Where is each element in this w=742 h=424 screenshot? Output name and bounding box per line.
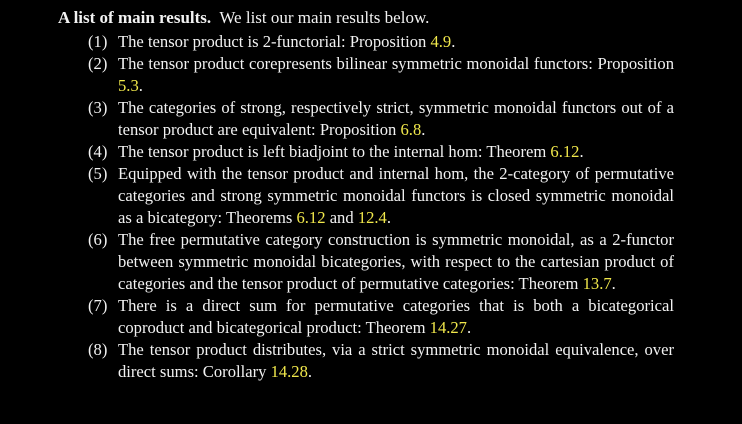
ref-link[interactable]: 5.3: [118, 76, 139, 95]
item-tail: .: [386, 208, 392, 227]
item-text: There is a direct sum for permutative categories that is both a bicategorical coproduct and bicategorical product: Theorem: [118, 296, 674, 337]
result-item-4: [58, 141, 674, 163]
result-item-7: [58, 295, 674, 339]
section-heading: [58, 7, 674, 29]
item-text: The free permutative category construction is symmetric monoidal, as a 2-functor between symmetric monoidal bicategories, with respect to the cartesian product of categories and the tensor product of permutative categories: Theorem: [118, 230, 674, 293]
ref-link[interactable]: 6.8: [400, 120, 422, 139]
item-text: The tensor product corepresents bilinear symmetric monoidal functors: Proposition: [118, 54, 674, 73]
item-number: (5): [88, 164, 108, 183]
item-text: The tensor product is 2-functorial: Proposition: [118, 32, 427, 51]
ref-link[interactable]: 4.9: [430, 32, 452, 51]
item-tail: .: [466, 318, 472, 337]
item-tail: .: [138, 76, 143, 95]
result-item-1: [58, 31, 674, 53]
item-mid: and: [329, 208, 354, 227]
item-tail: .: [451, 32, 456, 51]
item-number: (2): [88, 54, 108, 73]
page-content: [58, 7, 674, 383]
item-number: (3): [88, 98, 108, 117]
result-item-6: [58, 229, 674, 295]
result-item-2: [58, 53, 674, 97]
heading-title: A list of main results.: [58, 8, 212, 27]
item-number: (6): [88, 230, 108, 249]
item-text: The tensor product distributes, via a strict symmetric monoidal equivalence, over direct sums: Corollary: [118, 340, 674, 381]
item-tail: .: [611, 274, 616, 293]
ref-link-2[interactable]: 12.4: [357, 208, 387, 227]
results-list: [58, 31, 674, 383]
item-number: (1): [88, 32, 108, 51]
item-text: Equipped with the tensor product and internal hom, the 2-category of permutative categories and strong symmetric monoidal functors is closed symmetric monoidal as a bicategory: Theorems: [118, 164, 674, 227]
item-tail: .: [579, 142, 584, 161]
item-text: The categories of strong, respectively strict, symmetric monoidal functors out of a tensor product are equivalent: Proposition: [118, 98, 674, 139]
item-number: (4): [88, 142, 108, 161]
ref-link[interactable]: 14.28: [270, 362, 308, 381]
ref-link[interactable]: 6.12: [550, 142, 580, 161]
item-number: (8): [88, 340, 108, 359]
result-item-8: [58, 339, 674, 383]
heading-text: We list our main results below.: [219, 8, 430, 27]
ref-link[interactable]: 6.12: [296, 208, 326, 227]
ref-link[interactable]: 14.27: [429, 318, 467, 337]
result-item-3: [58, 97, 674, 141]
item-text: The tensor product is left biadjoint to the internal hom: Theorem: [118, 142, 547, 161]
ref-link[interactable]: 13.7: [582, 274, 612, 293]
result-item-5: [58, 163, 674, 229]
item-tail: .: [307, 362, 313, 381]
item-tail: .: [421, 120, 426, 139]
item-number: (7): [88, 296, 108, 315]
